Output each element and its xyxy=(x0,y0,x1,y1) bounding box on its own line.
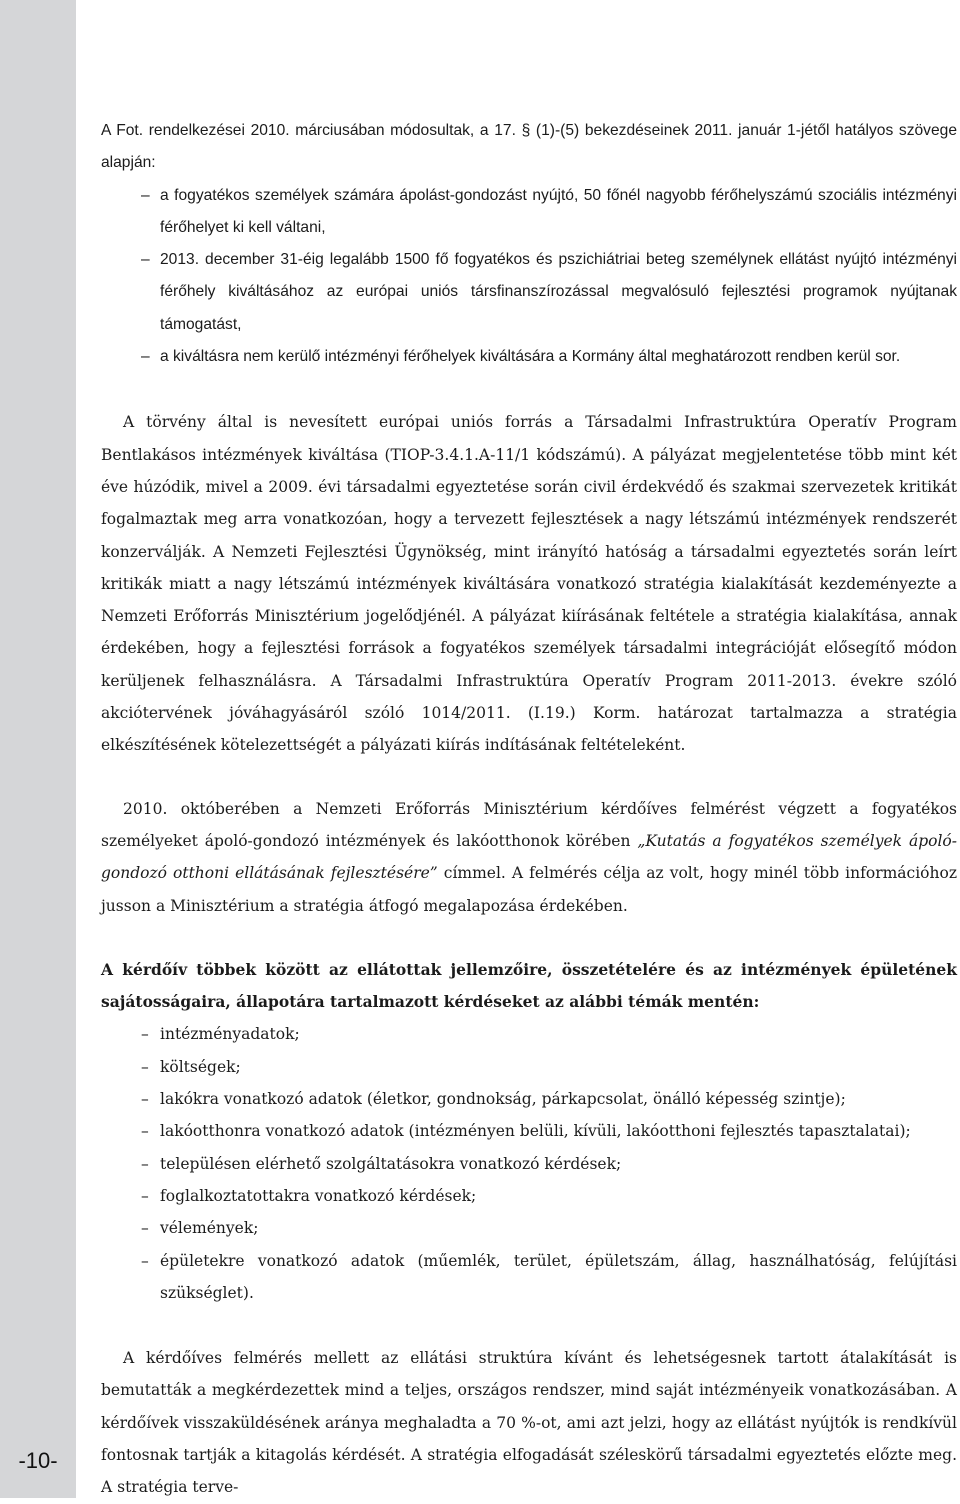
page-content xyxy=(101,115,957,1504)
section4-list xyxy=(101,1018,957,1309)
section4-intro: A kérdőív többek között az ellátottak jellemzőire, összetételére és az intézmények épületének sajátosságaira, állapotára tartalmazott kérdéseket az alábbi témák mentén: xyxy=(101,959,957,1012)
page-number: -10- xyxy=(18,1448,58,1473)
side-margin-band xyxy=(0,0,76,1498)
list-item: – foglalkoztatottakra vonatkozó kérdések; xyxy=(101,1180,957,1212)
paragraph-results: A kérdőíves felmérés mellett az ellátási struktúra kívánt és lehetségesnek tartott átalakítását is bemutatták a megkérdezettek mind a teljes, országos rendszer, mind saját intézményeik vonatkozásában. A kérdőívek visszaküldésének aránya meghaladta a 70 %-ot, ami azt jelzi, hogy az ellátást nyújtók is rendkívül fontosnak tartják a kitagolás kérdését. A stratégia elfogadását széleskörű társadalmi egyeztetés előzte meg. A stratégia terve- xyxy=(101,1349,957,1497)
paragraph-survey xyxy=(101,793,957,922)
survey-text-after: címmel. A felmérés célja az volt, hogy minél több információhoz jusson a Minisztérium a stratégia átfogó megalapozása érdekében. xyxy=(101,864,957,915)
list-item: – vélemények; xyxy=(101,1212,957,1244)
list-item: – épületekre vonatkozó adatok (műemlék, terület, épületszám, állag, használhatóság, felújítási szükséglet). xyxy=(101,1245,957,1310)
list-item: – a fogyatékos személyek számára ápolást-gondozást nyújtó, 50 főnél nagyobb férőhelyszámú szociális intézményi férőhelyet ki kell váltani, xyxy=(101,180,957,245)
paragraph-tiop: A törvény által is nevesített európai uniós forrás a Társadalmi Infrastruktúra Operatív Program Bentlakásos intézmények kiváltása (TIOP-3.4.1.A-11/1 kódszámú). A pályázat megjelentetése több mint két éve húzódik, mivel a 2009. évi társadalmi egyeztetése során civil érdekvédő és szakmai szervezetek kritikát fogalmaztak meg arra vonatkozóan, hogy a tervezett fejlesztések a nagy létszámú intézmények rendszerét konzerválják. A Nemzeti Fejlesztési Ügynökség, mint irányító hatóság a társadalmi egyeztetés során leírt kritikák miatt a nagy létszámú intézmények kiváltására vonatkozó stratégia kialakítását kezdeményezte a Nemzeti Erőforrás Minisztérium jogelődjénél. A pályázat kiírásának feltétele a stratégia kialakítása, annak érdekében, hogy a fejlesztési források a fogyatékos személyek társadalmi integrációját elősegítő módon kerüljenek felhasználásra. A Társadalmi Infrastruktúra Operatív Program 2011-2013. évekre szóló akciótervének jóváhagyásáról szóló 1014/2011. (I.19.) Korm. határozat tartalmazza a stratégia elkészítésének kötelezettségét a pályázati kiírás indításának feltételeként. xyxy=(101,413,957,755)
list-item: – lakókra vonatkozó adatok (életkor, gondnokság, párkapcsolat, önálló képesség szintje); xyxy=(101,1083,957,1115)
list-item: – intézményadatok; xyxy=(101,1018,957,1050)
list-item: – lakóotthonra vonatkozó adatok (intézményen belüli, kívüli, lakóotthoni fejlesztés tapasztalatai); xyxy=(101,1115,957,1147)
list-item: – 2013. december 31-éig legalább 1500 fő fogyatékos és pszichiátriai beteg személynek ellátást nyújtó intézményi férőhely kiváltásához az európai uniós társfinanszírozással megvalósuló fejlesztési programok nyújtanak támogatást, xyxy=(101,244,957,341)
survey-title: „Kutatás a fogyatékos személyek ápoló-gondozó otthoni ellátásának fejlesztésére” xyxy=(101,831,957,883)
survey-text-before: 2010. októberében a Nemzeti Erőforrás Minisztérium kérdőíves felmérést végzett a fogyatékos személyeket ápoló-gondozó intézmények és lakóotthonok körében xyxy=(101,799,957,850)
section1-intro: A Fot. rendelkezései 2010. márciusában módosultak, a 17. § (1)-(5) bekezdéseinek 2011. január 1-jétől hatályos szövege alapján: xyxy=(101,122,957,172)
section1-list xyxy=(101,180,957,374)
list-item: – településen elérhető szolgáltatásokra vonatkozó kérdések; xyxy=(101,1148,957,1180)
list-item: – költségek; xyxy=(101,1051,957,1083)
list-item: – a kiváltásra nem kerülő intézményi férőhelyek kiváltására a Kormány által meghatározott rendben kerül sor. xyxy=(101,341,957,373)
